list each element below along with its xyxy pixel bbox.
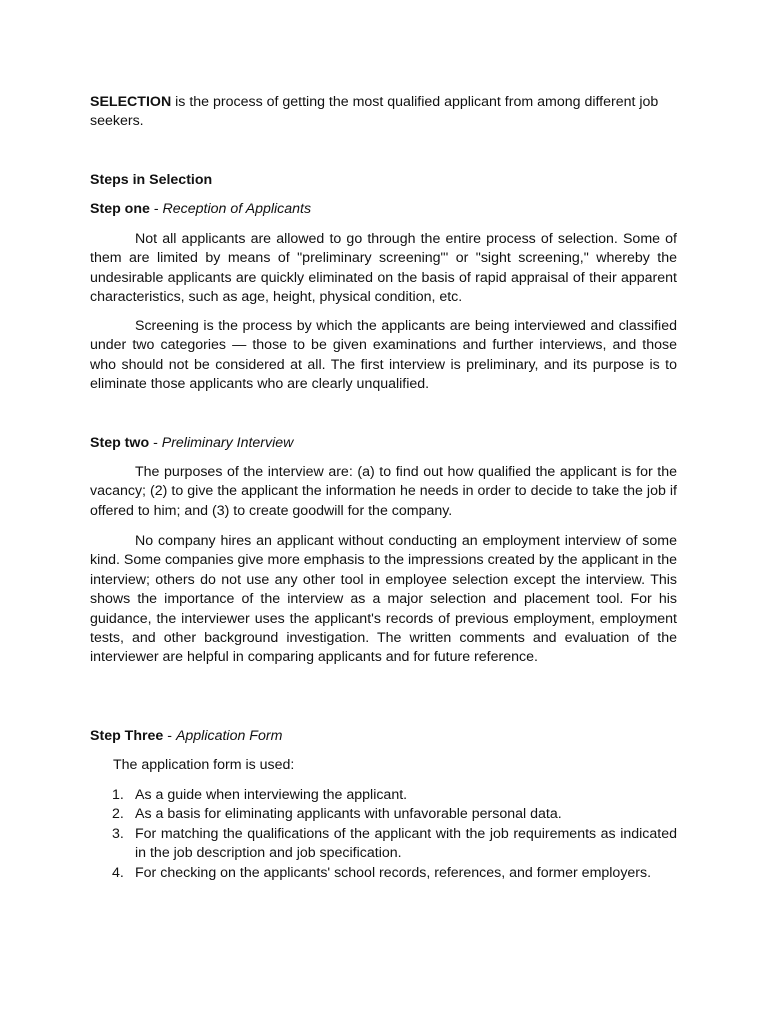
list-item-number: 2.	[112, 806, 124, 823]
intro-term: SELECTION	[90, 94, 172, 110]
list-item	[90, 825, 677, 864]
list-item-text: As a basis for eliminating applicants with unfavorable personal data.	[135, 806, 562, 823]
step-three-lead: The application form is used:	[113, 757, 295, 773]
step-two-title: Preliminary Interview	[161, 435, 294, 451]
application-form-uses-list	[90, 786, 677, 883]
step-three-title: Application Form	[175, 728, 283, 744]
step-two-heading	[90, 434, 677, 453]
intro-paragraph	[90, 93, 677, 132]
step-one-label: Step one	[90, 201, 150, 217]
list-item-number: 3.	[112, 825, 124, 842]
step-one-paragraph-1: Not all applicants are allowed to go through the entire process of selection. Some of them are limited by means of "preliminary screening"' or "sight screening," whereby the undesirable applicants are quickly eliminated on the basis of rapid appraisal of their apparent characteristics, such as age, height, physical condition, etc.	[90, 231, 677, 306]
step-two-paragraph-1: The purposes of the interview are: (a) to find out how qualified the applicant is for the vacancy; (2) to give the applicant the information he needs in order to decide to take the job if offered to him; and (3) to create goodwill for the company.	[90, 464, 677, 519]
list-item	[90, 805, 677, 824]
step-two-label: Step two	[90, 435, 150, 451]
list-item-text: As a guide when interviewing the applicant.	[135, 787, 408, 803]
step-three-separator: -	[163, 728, 176, 744]
list-item-number: 1.	[112, 787, 124, 803]
step-two-separator: -	[149, 435, 162, 451]
list-item	[90, 786, 677, 805]
intro-definition: is the process of getting the most qualified applicant from among different job seekers.	[90, 94, 659, 130]
step-three-label: Step Three	[90, 728, 164, 744]
steps-heading: Steps in Selection	[90, 172, 213, 188]
step-three-heading	[90, 727, 677, 746]
step-two-paragraph-2: No company hires an applicant without conducting an employment interview of some kind. Some companies give more emphasis to the impressions created by the applicant in the interview; others do not use any other tool in employee selection except the interview. This shows the importance of the interview as a major selection and placement tool. For his guidance, the interviewer uses the applicant's records of previous employment, employment tests, and other background investigation. The written comments and evaluation of the interviewer are helpful in comparing applicants and for future reference.	[90, 533, 677, 666]
list-item-number: 4.	[112, 864, 124, 881]
step-one-paragraph-2: Screening is the process by which the applicants are being interviewed and classified under two categories — those to be given examinations and further interviews, and those who should not be considered at all. The first interview is preliminary, and its purpose is to eliminate those applicants who are clearly unqualified.	[90, 318, 677, 393]
list-item-text: For checking on the applicants' school records, references, and former employers.	[135, 864, 652, 881]
step-one-separator: -	[149, 201, 163, 217]
step-one-title: Reception of Applicants	[162, 201, 312, 217]
step-one-heading	[90, 200, 677, 219]
list-item-text: For matching the qualifications of the applicant with the job requirements as indicated in the job description and job specification.	[135, 825, 677, 862]
list-item	[90, 864, 677, 883]
